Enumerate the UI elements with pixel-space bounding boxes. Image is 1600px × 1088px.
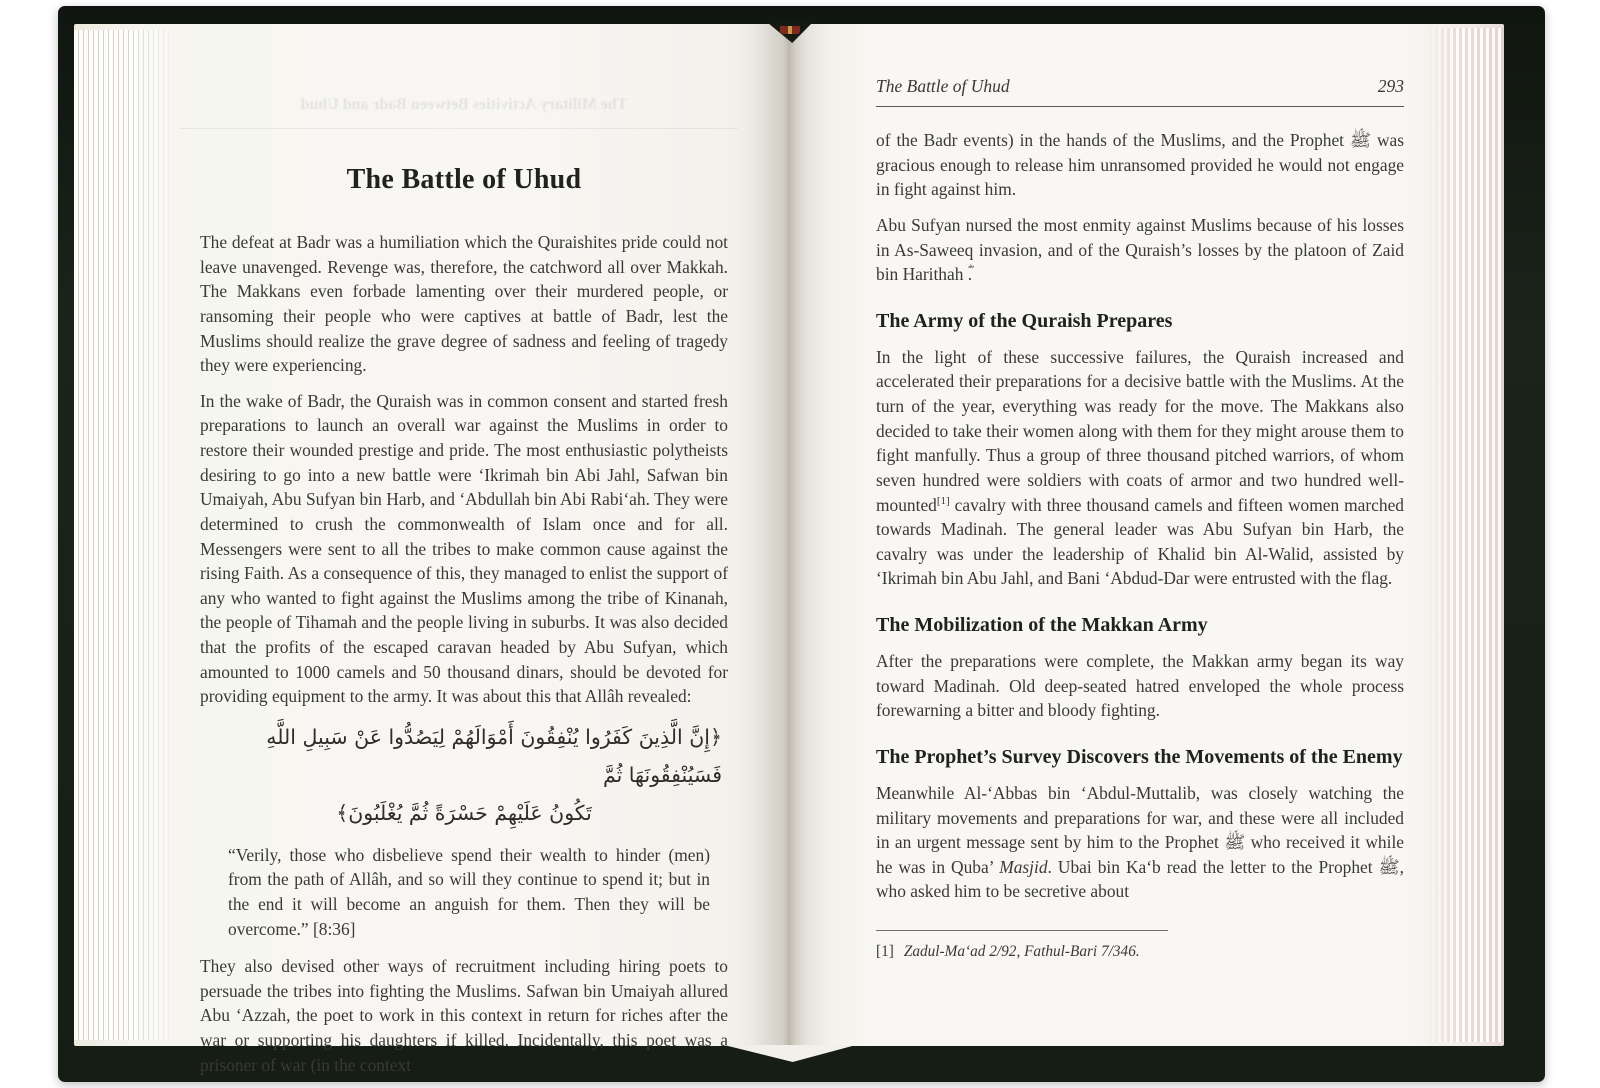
footnote-text: Zadul-Ma‘ad 2/92, Fathul-Bari 7/346. [903,943,1140,960]
bleedthrough-rule [180,128,738,129]
paragraph-text: cavalry with three thousand camels and fifteen women marched towards Madinah. The general leader was Abu Sufyan bin Harb, the cavalry was under the leadership of Khalid bin Al-Walid, assisted by ‘Ikrimah bin Abu Jahl, and Bani ‘Abdud-Dar were entrusted with the flag. [876,494,1404,589]
paragraph: They also devised other ways of recruitment including hiring poets to persuade the tribes into fighting the Muslims. Safwan bin Umaiyah allured Abu ‘Azzah, the poet to work in this context in return for riches after the war or supporting his daughters if killed. Incidentally, this poet was a prisoner of war (in the context [200,956,728,1075]
footnote-reference: [1] [936,494,950,507]
paragraph [876,345,1404,591]
left-page-text-column [200,84,728,1077]
chapter-title: The Battle of Uhud [346,164,582,195]
gutter-shadow [750,24,830,1046]
right-page-text-column [876,76,1404,961]
bleedthrough-area [200,84,728,136]
bleedthrough-header: The Military Activities Between Badr and Uhud [300,96,628,113]
right-page [790,24,1504,1046]
paragraph: The defeat at Badr was a humiliation which the Quraishites pride could not leave unavenged. Revenge was, therefore, the catchword all over Makkah. The Makkans even forbade lamenting over their murdered people, or ransoming their people who were captives at battle of Badr, lest the Muslims should realize the grave degree of sadness and feeling of tragedy they were experiencing. [200,232,728,376]
page-edges-right [1426,28,1504,1042]
italic-term: Masjid [999,856,1048,877]
quran-verse-arabic [200,719,728,833]
quran-verse-line1: ﴿إِنَّ الَّذِينَ كَفَرُوا يُنْفِقُونَ أَمْوَالَهُمْ لِيَصُدُّوا عَنْ سَبِيلِ اللَّهِ فَسَيُنْفِقُونَهَا ثُمَّ [266,724,722,787]
paragraph-text: . Ubai bin Ka‘b read the letter to the Prophet ﷺ, who asked him to be secretive about [876,856,1404,902]
headband [780,26,800,34]
verse-translation: “Verily, those who disbelieve spend their wealth to hinder (men) from the path of Allâh, and so will they continue to spend it; but in the end it will become an anguish for them. Then they will be overcome.” [8:36] [228,844,710,939]
paragraph [876,781,1404,904]
open-pages [74,24,1504,1075]
section-heading-army-prepares: The Army of the Quraish Prepares [876,309,1173,332]
page-edges-left [74,30,178,1040]
footnote-block [876,930,1404,961]
footnote [876,943,1404,961]
page-number: 293 [1377,76,1404,96]
paragraph: of the Badr events) in the hands of the Muslims, and the Prophet ﷺ was gracious enough to release him unransomed provided he would not engage in fight against him. [876,130,1404,200]
paragraph: In the wake of Badr, the Quraish was in common consent and started fresh preparations to launch an overall war against the Muslims in order to restore their wounded prestige and pride. The most enthusiastic polytheists desiring to go into a new battle were ‘Ikrimah bin Abi Jahl, Safwan bin Umaiyah, Abu Sufyan bin Harb, and ‘Abdullah bin Abi Rabi‘ah. They were determined to crush the commonwealth of Islam once and for all. Messengers were sent to all the tribes to make common cause against the rising Faith. As a consequence of this, they managed to enlist the support of any who wanted to fight against the Muslims among the tribe of Kinanah, the people of Tihamah and the people living in suburbs. It was also decided that the profits of the escaped caravan headed by Abu Sufyan, which amounted to 1000 camels and 50 thousand dinars, should be devoted for providing equipment to the army. It was about this that Allâh revealed: [200,390,728,707]
paragraph-text: Meanwhile Al-‘Abbas bin ‘Abdul-Muttalib, was closely watching the military movements and preparations for war, and these were all included in an urgent message sent by him to the Prophet ﷺ who received it while he was in Quba’ [876,782,1405,877]
section-heading-prophets-survey: The Prophet’s Survey Discovers the Movements of the Enemy [876,745,1403,768]
running-header-title: The Battle of Uhud [876,76,1010,96]
section-heading-mobilization: The Mobilization of the Makkan Army [876,614,1208,636]
paragraph: After the preparations were complete, the Makkan army began its way toward Madinah. Old deep-seated hatred enveloped the whole process forewarning a bitter and bloody fighting. [876,651,1404,721]
paragraph-text: In the light of these successive failures, the Quraish increased and accelerated their preparations for a decisive battle with the Muslims. At the turn of the year, everything was ready for the move. The Makkans also decided to take their women along with them for they might arouse them to fight manfully. Thus a group of three thousand pitched warriors, of whom seven hundred were soldiers with coats of armor and two hundred well-mounted [876,346,1404,515]
running-header [876,76,1404,107]
paragraph: Abu Sufyan nursed the most enmity against Muslims because of his losses in As-Saweeq invasion, and of the Quraish’s losses by the platoon of Zaid bin Harithah ؓ. [876,214,1404,285]
left-page [74,24,790,1075]
quran-verse-line2: تَكُونُ عَلَيْهِمْ حَسْرَةً ثُمَّ يُغْلَبُونَ﴾ [336,800,592,825]
footnote-rule [876,930,1168,931]
footnote-marker: [1] [876,943,894,960]
